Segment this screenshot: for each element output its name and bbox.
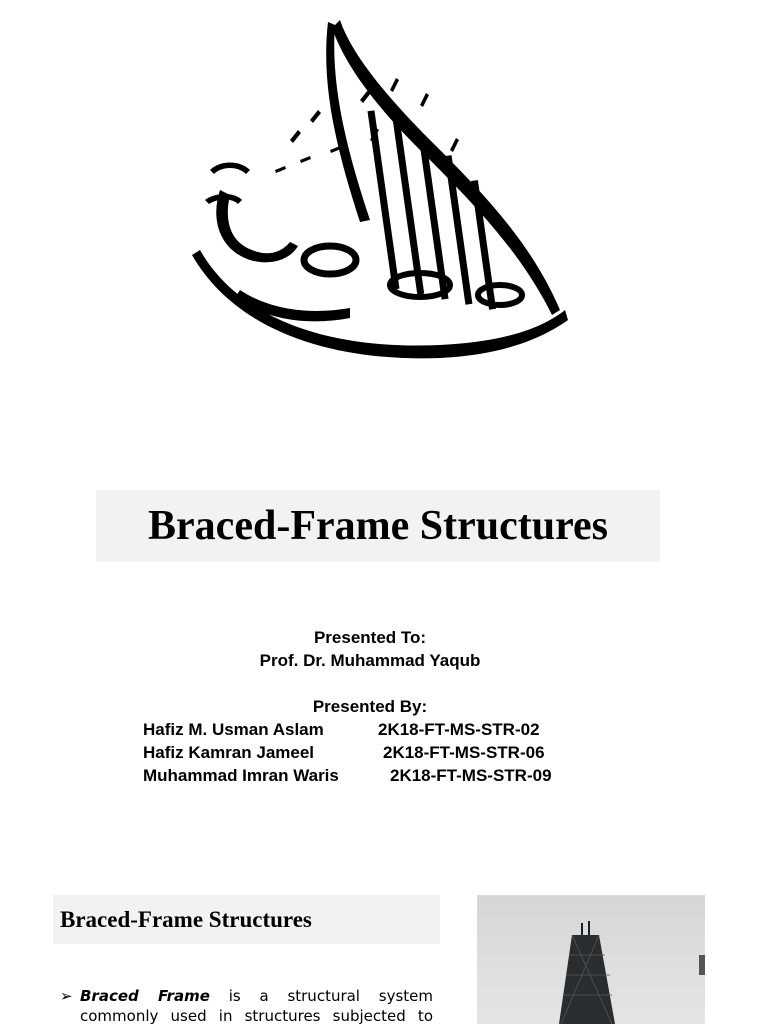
member-row (0, 718, 740, 741)
member-name: Muhammad Imran Waris (143, 766, 339, 785)
member-name: Hafiz Kamran Jameel (143, 743, 315, 762)
section-heading-box (53, 895, 440, 944)
bullet-term: Braced Frame (80, 987, 210, 1005)
member-code: 2K18-FT-MS-STR-09 (390, 766, 552, 785)
bullet-text-line1: is a structural system (209, 987, 433, 1005)
presented-to-name: Prof. Dr. Muhammad Yaqub (259, 651, 481, 670)
bullet-arrow-icon: ➢ (60, 987, 73, 1005)
skyscraper-photo (477, 895, 705, 1024)
bullet-text-line2: commonly used in structures subjected to (80, 1007, 433, 1025)
member-row (0, 741, 740, 764)
member-code: 2K18-FT-MS-STR-02 (378, 720, 540, 739)
presented-by-label: Presented By: (312, 697, 428, 716)
slide-title: Braced-Frame Structures (148, 503, 608, 549)
bullet-item (60, 986, 433, 1026)
presenter-block (0, 626, 740, 787)
member-name: Hafiz M. Usman Aslam (143, 720, 324, 739)
member-code: 2K18-FT-MS-STR-06 (383, 743, 545, 762)
section-heading: Braced-Frame Structures (60, 906, 312, 932)
bismillah-calligraphy-icon (180, 10, 580, 370)
skyscraper-icon (477, 895, 705, 1024)
member-row (0, 764, 740, 787)
slide-title-box (96, 490, 660, 562)
presented-to-label: Presented To: (313, 628, 427, 647)
